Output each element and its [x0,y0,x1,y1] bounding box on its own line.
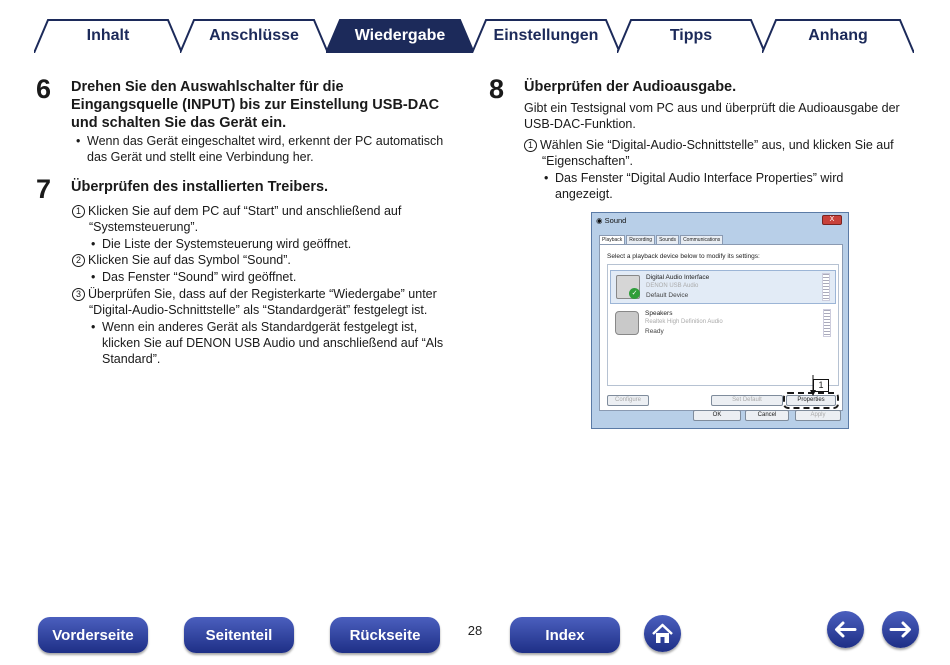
arrow-down-icon [810,375,816,397]
circled-number: 1 [72,205,85,218]
substep-line [72,252,291,269]
device-subname: DENON USB Audio [646,283,699,289]
device-status: Ready [645,328,664,335]
tab-label: Wiedergabe [354,26,446,44]
previous-page-button[interactable] [827,611,864,648]
step-number: 6 [36,74,52,104]
bullet-text: • Wenn das Gerät eingeschaltet wird, erkennt der PC automatisch [87,133,443,150]
dialog-tab-communications: Communications [680,235,723,245]
tab-label: Anhang [808,26,868,44]
substep-line [72,286,437,303]
device-list [607,264,839,386]
step-heading: Überprüfen des installierten Treibers. [71,179,329,195]
bullet-text-cont: Standard”. [102,352,161,366]
index-button[interactable]: Index [510,617,620,653]
bullet-text-cont: angezeigt. [555,187,613,201]
tab-tipps[interactable] [617,18,765,53]
dialog-tab-playback: Playback [599,235,625,245]
tab-label: Anschlüsse [209,26,299,44]
arrow-right-icon [882,611,919,648]
step-heading-line: und schalten Sie das Gerät ein. [71,115,287,131]
bullet-text: • Wenn ein anderes Gerät als Standardgerät festgelegt ist, [102,319,417,336]
step-heading-line: Drehen Sie den Auswahlschalter für die [71,79,344,95]
bullet-text-cont: klicken Sie auf DENON USB Audio und anschließend auf “Als [102,336,444,350]
home-button[interactable] [644,615,681,652]
substep-text-cont: “Eigenschaften”. [542,154,634,168]
device-name: Digital Audio Interface [646,274,710,281]
circled-number: 3 [72,288,85,301]
tab-inhalt[interactable] [34,18,182,53]
dialog-tab-sounds: Sounds [656,235,679,245]
set-default-button: Set Default [711,395,783,406]
dialog-prompt: Select a playback device below to modify its settings: [607,253,760,260]
bullet-text: • Die Liste der Systemsteuerung wird geöffnet. [102,236,351,253]
dialog-title: ◉ Sound [596,216,627,225]
bullet-text: • Das Fenster “Digital Audio Interface Properties” wird [555,170,843,187]
substep-text: Wählen Sie “Digital-Audio-Schnittstelle” aus, und klicken Sie auf [540,138,894,152]
properties-button: Properties [786,395,836,406]
ok-button: OK [693,410,741,421]
substep-text: Überprüfen Sie, dass auf der Registerkarte “Wiedergabe” unter [88,287,437,301]
substep-line [524,137,894,154]
tab-label: Inhalt [86,26,130,44]
device-digital-audio-interface [610,270,836,304]
tab-anschlusse[interactable] [180,18,328,53]
rear-panel-button[interactable]: Rückseite [330,617,440,653]
next-page-button[interactable] [882,611,919,648]
side-panel-button[interactable]: Seitenteil [184,617,294,653]
configure-button: Configure [607,395,649,406]
step-number: 7 [36,174,52,204]
substep-text: Klicken Sie auf dem PC auf “Start” und anschließend auf [88,204,402,218]
callout-number: 1 [813,379,829,392]
device-subname: Realtek High Definition Audio [645,319,723,325]
level-meter [823,309,831,337]
cancel-button: Cancel [745,410,789,421]
device-name: Speakers [645,310,673,317]
tab-anhang[interactable] [762,18,914,53]
tab-label: Tipps [669,26,713,44]
step-heading: Überprüfen der Audioausgabe. [524,79,737,95]
page-number: 28 [467,623,483,638]
apply-button: Apply [795,410,841,421]
step-paragraph: Gibt ein Testsignal vom PC aus und überprüft die Audioausgabe der [524,101,900,115]
substep-text-cont: “Digital-Audio-Schnittstelle” als “Standardgerät” festgelegt ist. [89,303,428,317]
sound-dialog-screenshot [591,212,849,429]
dialog-title-text: Sound [604,216,627,225]
circled-number: 1 [524,139,537,152]
home-icon [644,615,681,652]
step-heading-line: Eingangsquelle (INPUT) bis zur Einstellung USB-DAC [71,97,440,113]
step-number: 8 [489,74,505,104]
device-status: Default Device [646,292,689,299]
check-icon: ✓ [629,288,640,299]
device-speakers [610,307,836,341]
dialog-tab-recording: Recording [626,235,655,245]
bullet-text: • Das Fenster “Sound” wird geöffnet. [102,269,296,286]
tab-bar [0,0,950,58]
bullet-text-cont: das Gerät und stellt eine Verbindung her. [87,150,314,164]
tab-einstellungen[interactable] [472,18,620,53]
close-icon: X [822,215,842,225]
substep-text-cont: “Systemsteuerung”. [89,220,199,234]
dialog-body [599,244,843,411]
step-paragraph-cont: USB-DAC-Funktion. [524,117,636,131]
front-panel-button[interactable]: Vorderseite [38,617,148,653]
circled-number: 2 [72,254,85,267]
arrow-left-icon [827,611,864,648]
substep-text: Klicken Sie auf das Symbol “Sound”. [88,253,291,267]
substep-line [72,203,401,220]
tab-wiedergabe[interactable] [326,18,474,53]
tab-label: Einstellungen [493,26,599,44]
speaker-icon [615,311,639,335]
level-meter [822,273,830,301]
